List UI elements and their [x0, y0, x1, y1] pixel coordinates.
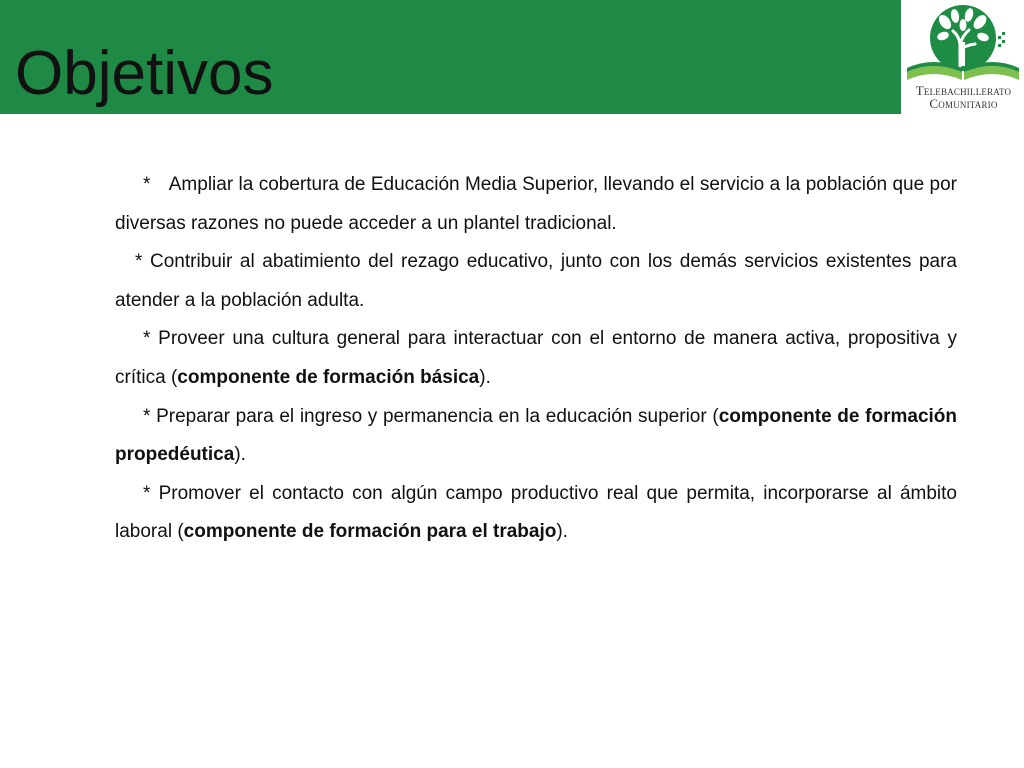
bullet: * — [143, 174, 151, 195]
objective-item — [115, 475, 957, 552]
logo — [903, 0, 1024, 114]
page-title: Objetivos — [15, 39, 274, 108]
objective-item — [115, 320, 957, 397]
logo-line-2: Comunitario — [929, 96, 998, 111]
objective-item — [115, 243, 957, 320]
objective-text: Promover el contacto con algún campo productivo real que permita, incorporarse al ámbito laboral ( — [115, 482, 958, 543]
objective-text: Proveer una cultura general para interactuar con el entorno de manera activa, propositiva y crítica ( — [115, 328, 957, 388]
header-bar — [0, 0, 901, 114]
objective-emphasis: componente de formación básica — [177, 366, 480, 388]
bullet: * — [143, 328, 151, 350]
objective-text-end: ). — [556, 521, 568, 543]
objective-text: Ampliar la cobertura de Educación Media Superior, llevando el servicio a la población que por diversas razones no puede acceder a un plantel tradicional. — [115, 174, 957, 234]
bullet: * — [135, 251, 143, 273]
logo-line-1: Telebachillerato — [915, 83, 1012, 98]
bullet: * — [143, 405, 151, 427]
objective-text: Preparar para el ingreso y permanencia en la educación superior ( — [156, 405, 719, 427]
objective-text-end: ). — [234, 444, 246, 466]
objective-item — [115, 166, 957, 243]
objective-text-end: ). — [479, 366, 491, 388]
objectives-list — [115, 166, 957, 552]
bullet: * — [143, 482, 151, 504]
objective-emphasis: componente de formación para el trabajo — [183, 521, 557, 543]
objective-item — [115, 398, 957, 475]
objective-text: Contribuir al abatimiento del rezago educativo, junto con los demás servicios existentes para atender a la población adulta. — [115, 251, 957, 311]
tree-book-logo-icon — [903, 0, 1024, 84]
objective-emphasis: componente de formación propedéutica — [115, 405, 957, 466]
